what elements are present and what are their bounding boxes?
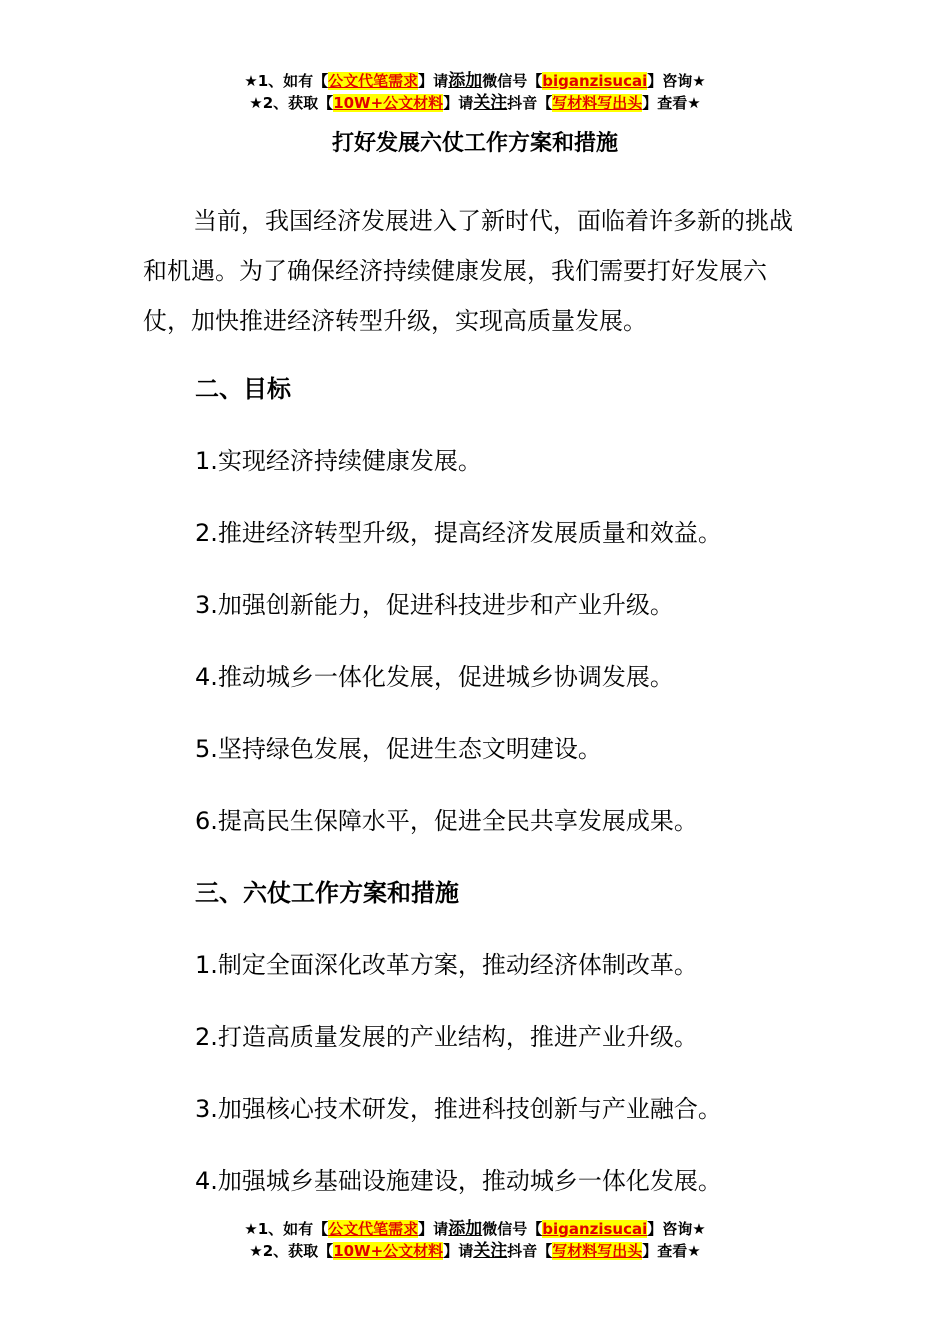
measure-item: 1.制定全面深化改革方案，推动经济体制改革。 (195, 951, 698, 979)
promo-text: 】请 (443, 1242, 474, 1260)
promo-text: ★2、获取【 (249, 94, 334, 112)
promo-text: ★2、获取【 (249, 1242, 334, 1260)
promo-line-2 (0, 1240, 950, 1262)
intro-paragraph: 当前，我国经济发展进入了新时代，面临着许多新的挑战和机遇。为了确保经济持续健康发展，我们需要打好发展六仗，加快推进经济转型升级，实现高质量发展。 (143, 207, 793, 335)
promo-highlight-wechat: biganzisucai (542, 1220, 648, 1238)
promo-banner-top (0, 70, 950, 114)
promo-text: 】请 (443, 94, 474, 112)
promo-banner-bottom (0, 1218, 950, 1262)
document-title: 打好发展六仗工作方案和措施 (331, 131, 618, 156)
section-heading-measures: 三、六仗工作方案和措施 (195, 879, 459, 907)
promo-text: 微信号【 (482, 1220, 543, 1238)
promo-highlight-douyin: 写材料写出头 (552, 94, 643, 112)
promo-highlight-douyin: 写材料写出头 (552, 1242, 643, 1260)
promo-underlined: 添加 (448, 1219, 483, 1239)
measure-item: 2.打造高质量发展的产业结构，推进产业升级。 (195, 1023, 698, 1051)
promo-highlight: 10W+公文材料 (333, 1242, 444, 1260)
promo-highlight: 10W+公文材料 (333, 94, 444, 112)
promo-highlight: 公文代笔需求 (328, 72, 419, 90)
goal-item: 2.推进经济转型升级，提高经济发展质量和效益。 (195, 519, 722, 547)
promo-text: 】请 (418, 1220, 449, 1238)
promo-underlined: 添加 (448, 71, 483, 91)
promo-text: 】查看★ (642, 94, 701, 112)
promo-highlight: 公文代笔需求 (328, 1220, 419, 1238)
promo-text: 抖音【 (507, 94, 553, 112)
promo-highlight-wechat: biganzisucai (542, 72, 648, 90)
promo-line-1 (0, 1218, 950, 1240)
promo-text: 】查看★ (642, 1242, 701, 1260)
promo-text: 微信号【 (482, 72, 543, 90)
promo-line-1 (0, 70, 950, 92)
promo-text: 抖音【 (507, 1242, 553, 1260)
goal-item: 3.加强创新能力，促进科技进步和产业升级。 (195, 591, 674, 619)
promo-text: 】请 (418, 72, 449, 90)
promo-line-2 (0, 92, 950, 114)
promo-underlined: 关注 (473, 93, 508, 113)
promo-text: 】咨询★ (647, 72, 706, 90)
goal-item: 1.实现经济持续健康发展。 (195, 447, 482, 475)
measure-item: 3.加强核心技术研发，推进科技创新与产业融合。 (195, 1095, 722, 1123)
measure-item: 4.加强城乡基础设施建设，推动城乡一体化发展。 (195, 1167, 722, 1195)
goal-item: 6.提高民生保障水平，促进全民共享发展成果。 (195, 807, 698, 835)
promo-text: 】咨询★ (647, 1220, 706, 1238)
promo-underlined: 关注 (473, 1241, 508, 1261)
goal-item: 4.推动城乡一体化发展，促进城乡协调发展。 (195, 663, 674, 691)
promo-text: ★1、如有【 (244, 72, 329, 90)
goal-item: 5.坚持绿色发展，促进生态文明建设。 (195, 735, 602, 763)
promo-text: ★1、如有【 (244, 1220, 329, 1238)
section-heading-goals: 二、目标 (195, 375, 291, 403)
